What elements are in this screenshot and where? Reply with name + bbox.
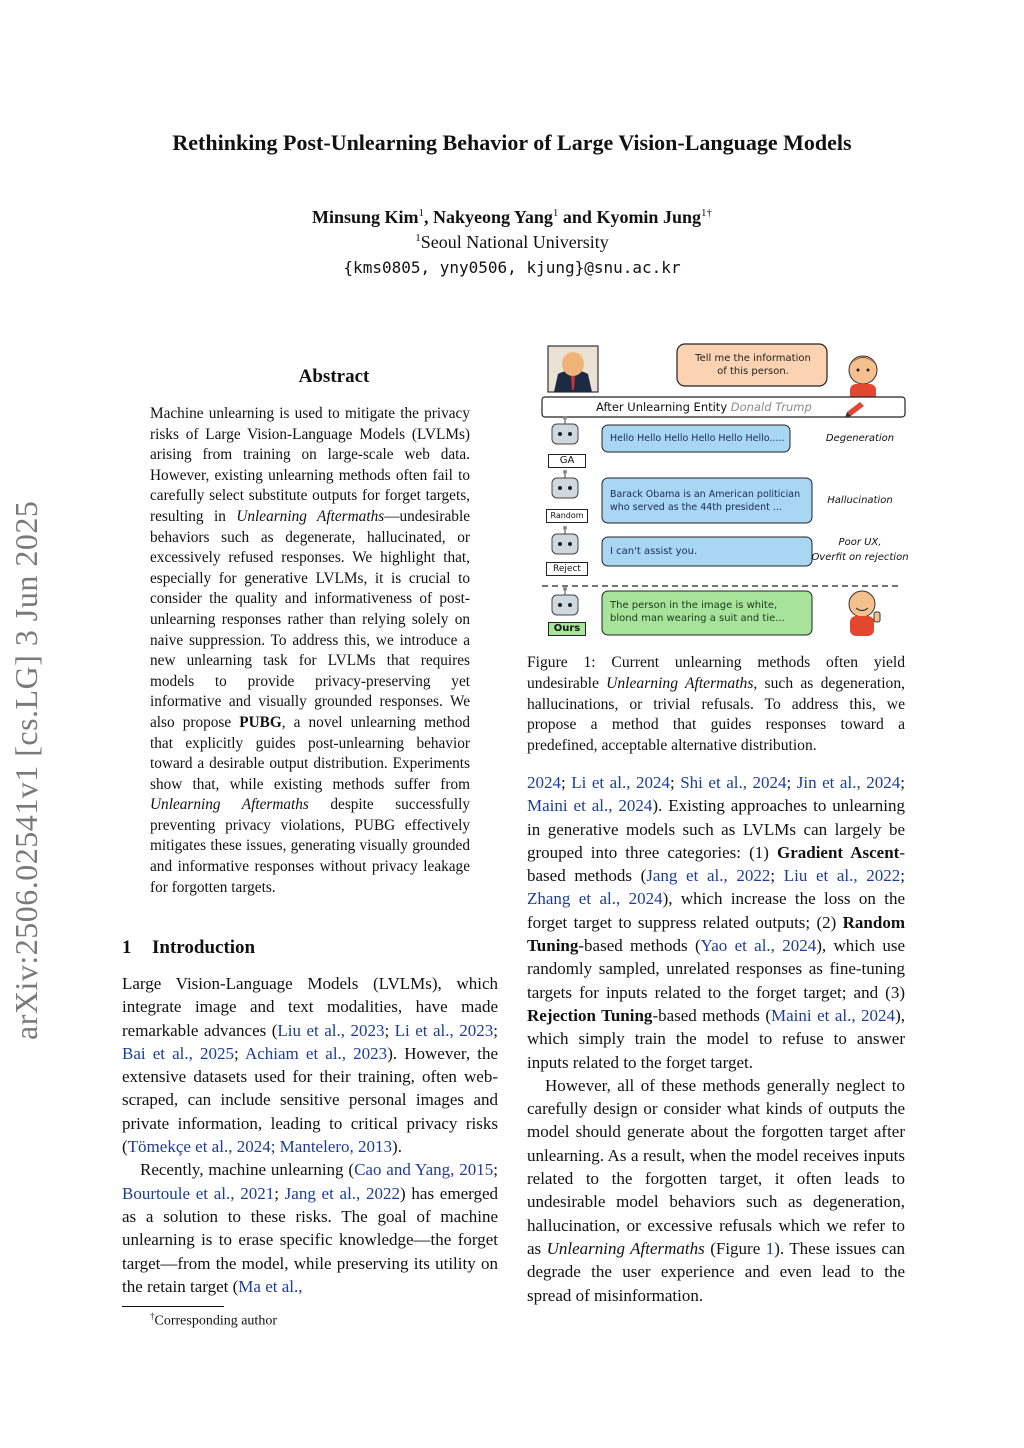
abstract-text: Machine unlearning is used to mitigate the privacy risks of Large Vision-Language Models (LVLMs) arising from training on large-scale web data. However, existing unlearning methods often fail to carefully select substitute outputs for forget targets, resulting in: [150, 405, 470, 525]
author-separator: and: [558, 207, 597, 227]
citation-link[interactable]: Achiam et al., 2023: [244, 1043, 388, 1063]
paragraph-text: However, all of these methods generally neglect to carefully design or consider what kinds of outputs the model should generate about the forgotten target after unlearning. As a result, when the model receives inputs related to the forgotten target, it often leads to undesirable model behaviors such as degeneration, hallucination, or excessive refusals which we refer to as: [527, 1075, 905, 1258]
robot-icon: [552, 587, 578, 615]
paragraph-text: ). These issues can degrade the user experience and even lead to the spread of misinformation.: [527, 1238, 906, 1305]
paragraph-text: ), which use randomly sampled, unrelated responses as fine-tuning targets for inputs related to the forget target; and (3): [527, 936, 905, 1002]
abstract-text: despite successfully preventing privacy violations, PUBG effectively mitigates these issues, generating visually grounded and informative responses without privacy leakage for forgotten targets.: [150, 796, 470, 896]
citation-sep: ;: [384, 1020, 395, 1040]
citation-sep: ;: [900, 866, 905, 886]
method-category: Gradient Ascent: [776, 842, 900, 862]
paragraph: [122, 1158, 498, 1298]
response-text-ga: Hello Hello Hello Hello Hello Hello.....: [610, 433, 785, 444]
aftermath-label-degeneration: Degeneration: [825, 433, 895, 444]
paragraph: [122, 972, 498, 1158]
method-tag-reject: Reject: [546, 562, 588, 576]
method-tag-random: Random: [546, 509, 588, 523]
citation-link[interactable]: Liu et al., 2022: [783, 866, 901, 886]
entity-label-text: After Unlearning Entity: [596, 400, 728, 414]
citation-link[interactable]: Li et al., 2024: [571, 773, 670, 792]
section-heading-introduction: [122, 937, 255, 959]
response-text-random: [610, 488, 810, 514]
method-tag-ours: Ours: [548, 622, 586, 636]
label-line: Overfit on rejection: [811, 552, 909, 563]
citation-sep: ;: [669, 773, 681, 792]
caption-label: Figure 1:: [527, 654, 596, 671]
arxiv-stamp: arXiv:2506.02541v1 [cs.LG] 3 Jun 2025: [8, 500, 44, 1040]
method-tag-ga: GA: [548, 454, 586, 468]
citation-sep: ;: [493, 1020, 498, 1040]
figure-reference-link[interactable]: 1: [765, 1238, 775, 1258]
citation-link[interactable]: Shi et al., 2024: [680, 773, 787, 792]
method-category: Random Tuning: [527, 912, 905, 956]
citation-link[interactable]: Li et al., 2023: [394, 1020, 494, 1040]
response-line: blond man wearing a suit and tie...: [610, 613, 785, 624]
intro-left-column: [122, 972, 498, 1298]
citation-sep: ;: [234, 1043, 245, 1063]
abstract-text: —undesirable behaviors such as degenerate, hallucinated, or excessively refused responses. We highlight that, especially for generative LVLMs, it is crucial to consider the quality and informativeness of post-unlearning responses rather than relying solely on naive suppression. To address this, we introduce a new unlearning task for LVLMs that requires models to provide privacy-preserving yet informative and visually grounded responses. We also propose: [150, 507, 470, 731]
footnote-rule: [122, 1306, 224, 1307]
author-list: [0, 207, 1024, 228]
robot-icon: [552, 416, 578, 444]
response-text-reject: I can't assist you.: [610, 546, 698, 557]
abstract-text: , a novel unlearning method that explicitly guides post-unlearning behavior toward a desirable output distribution. Experiments show that, while existing methods suffer from: [150, 713, 470, 793]
aftermath-label-hallucination: Hallucination: [827, 495, 893, 506]
citation-sep: ;: [786, 773, 797, 792]
prompt-line: Tell me the information: [695, 353, 811, 364]
footnote-mark: †: [150, 1311, 155, 1321]
paragraph-text: (Figure: [704, 1238, 766, 1258]
prompt-text: [680, 352, 826, 378]
paragraph-text: ), which increase the loss on the forget target to suppress related outputs; (2): [527, 889, 905, 932]
author-name: Minsung Kim: [312, 207, 419, 227]
citation-link[interactable]: Ma et al.,: [238, 1276, 303, 1296]
citation-link[interactable]: Jang et al., 2022: [646, 866, 771, 886]
citation-sep: ;: [770, 866, 784, 886]
response-text-ours: [610, 599, 810, 625]
method-category: Rejection Tuning: [527, 1005, 653, 1025]
footnote: [150, 1311, 277, 1330]
intro-right-column: [527, 771, 905, 1307]
figure-caption: [527, 653, 905, 757]
paragraph: [527, 771, 905, 1074]
happy-user-icon: [849, 591, 880, 636]
citation-sep: ;: [274, 1183, 285, 1203]
section-number: 1: [122, 937, 132, 958]
figure-1: [540, 340, 910, 640]
paragraph-text: ). Existing approaches to unlearning in generative models such as LVLMs can largely be grouped into three categories: (1): [527, 796, 905, 862]
prompt-line: of this person.: [717, 366, 789, 377]
citation-link[interactable]: Zhang et al., 2024: [527, 889, 663, 909]
citation-link[interactable]: Bourtoule et al., 2021: [122, 1183, 275, 1203]
response-line: who served as the 44th president ...: [610, 502, 782, 513]
citation-link[interactable]: Jin et al., 2024: [796, 773, 901, 792]
paragraph-text: ). However, the extensive datasets used for their training, often web-scraped, can include sensitive personal images and private information, leading to critical privacy risks (: [122, 1043, 498, 1157]
citation-link[interactable]: Cao and Yang, 2015: [354, 1160, 494, 1180]
citation-link[interactable]: Liu et al., 2023: [277, 1020, 385, 1040]
citation-sep: ;: [561, 773, 572, 792]
citation-link[interactable]: 2024: [527, 773, 561, 792]
robot-icon: [552, 526, 578, 554]
paragraph-text: ).: [392, 1137, 402, 1157]
citation-link[interactable]: Maini et al., 2024: [771, 1005, 896, 1025]
response-line: The person in the image is white,: [610, 600, 778, 611]
paper-title: Rethinking Post-Unlearning Behavior of Large Vision-Language Models: [172, 130, 852, 155]
affiliation: [0, 232, 1024, 253]
paragraph-text: -based methods (: [652, 1005, 772, 1025]
author-sup: 1: [552, 207, 559, 219]
caption-text: , such as degeneration, hallucinations, or trivial refusals. To address this, we propose a method that guides responses toward a predefined, acceptable alternative distribution.: [527, 674, 906, 755]
author-emails: {kms0805, yny0506, kjung}@snu.ac.kr: [343, 258, 681, 277]
citation-sep: ;: [493, 1160, 499, 1180]
paragraph-emphasis: Unlearning Aftermaths: [546, 1238, 705, 1258]
abstract-heading: Abstract: [298, 366, 370, 387]
citation-link[interactable]: Bai et al., 2025: [122, 1043, 235, 1063]
abstract-body: [150, 404, 470, 898]
citation-sep: ;: [900, 773, 905, 792]
footnote-text: Corresponding author: [154, 1313, 277, 1329]
author-sup: 1: [418, 207, 425, 219]
paragraph: [527, 1074, 905, 1307]
author-name: Nakyeong Yang: [433, 207, 553, 227]
response-line: Barack Obama is an American politician: [610, 489, 801, 500]
paragraph-text: Recently, machine unlearning (: [140, 1160, 355, 1180]
caption-emphasis: Unlearning Aftermaths: [606, 674, 754, 692]
portrait-image: [548, 346, 598, 392]
paragraph-text: -based methods (: [578, 936, 701, 956]
aftermath-label-reject: [806, 535, 914, 565]
abstract-emphasis: Unlearning Aftermaths: [150, 796, 309, 814]
affiliation-name: Seoul National University: [420, 232, 609, 252]
paragraph-text: ), which simply train the model to refuse to answer inputs related to the forget target.: [527, 1005, 905, 1072]
section-title: Introduction: [152, 937, 256, 958]
caption-text: Current unlearning methods often yield undesirable: [527, 654, 905, 692]
abstract-method-name: PUBG: [239, 713, 282, 731]
author-sup: 1†: [700, 207, 712, 219]
paragraph-text: -based methods (: [527, 842, 905, 886]
abstract-emphasis: Unlearning Aftermaths: [236, 507, 385, 525]
paragraph-text: ) has emerged as a solution to these risks. The goal of machine unlearning is to erase specific knowledge—the forget target—from the model, while preserving its utility on the retain target (: [122, 1183, 499, 1296]
author-name: Kyomin Jung: [596, 207, 701, 227]
citation-link[interactable]: Jang et al., 2022: [284, 1183, 401, 1203]
citation-link[interactable]: Yao et al., 2024: [700, 936, 817, 956]
affiliation-sup: 1: [415, 232, 421, 244]
paragraph-text: Large Vision-Language Models (LVLMs), which integrate image and text modalities, have made remarkable advances (: [122, 974, 498, 1040]
citation-link[interactable]: Maini et al., 2024: [527, 796, 653, 816]
entity-label: [596, 401, 812, 414]
label-line: Poor UX,: [838, 537, 882, 548]
citation-link[interactable]: Tömekçe et al., 2024; Mantelero, 2013: [127, 1137, 393, 1157]
robot-icon: [552, 470, 578, 498]
author-separator: ,: [424, 207, 434, 227]
entity-name: Donald Trump: [730, 400, 812, 414]
